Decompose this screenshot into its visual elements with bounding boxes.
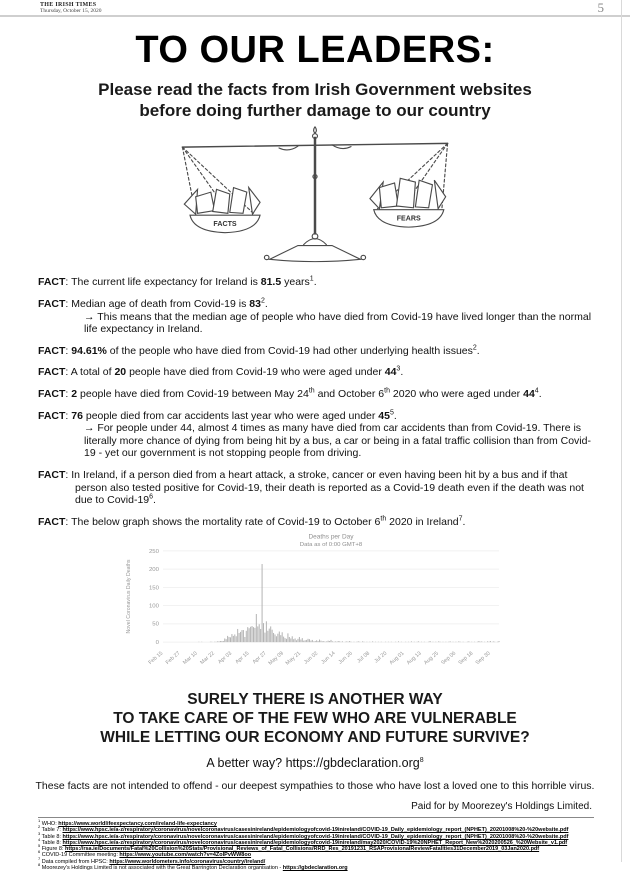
right-papers (370, 179, 446, 209)
x-tick-label: Mar 22 (199, 651, 216, 666)
y-tick-label: 50 (152, 622, 159, 628)
balance-scale-drawing (154, 125, 476, 263)
fact-list (0, 263, 630, 528)
fact-text: FACT: The current life expectancy for Ireland is 81.5 years$^1$. (38, 276, 596, 289)
paid-for-credit: Paid for by Moorezey's Holdings Limited. (0, 801, 630, 812)
fact-label: FACT (38, 516, 65, 528)
x-tick-label: Apr 27 (252, 651, 268, 666)
footnote: $^3$ Table 8: https://www.hpsc.ie/a-z/respiratory/coronavirus/novelcoronavirus/casesinireland/epidemiologyofcovid-19inireland/COVID-19_Daily_epidemiology_report_(NPHET)_20201008%20-%20website.pdf (38, 834, 602, 840)
ad-headline: TO OUR LEADERS: (0, 29, 630, 72)
x-tick-label: Aug 25 (423, 651, 440, 666)
fact-item (38, 410, 596, 460)
footnote-rule (38, 817, 594, 818)
fact-label: FACT (38, 345, 65, 357)
x-tick-label: Mar 10 (182, 651, 199, 666)
fact-subnote: → This means that the median age of people who have died from Covid-19 have lived longer than the normal life expectancy in Ireland. (38, 311, 596, 336)
footnote-url: https://www.worldometers.info/coronavirus/country/ireland/ (109, 859, 265, 865)
fact-text: FACT: The below graph shows the mortality rate of Covid-19 to October 6th 2020 in Ireland$^7$. (38, 516, 596, 529)
x-tick-label: Jul 20 (373, 651, 388, 665)
chart-subtitle: Data as of 0:00 GMT+8 (300, 543, 362, 549)
x-tick-label: Apr 15 (234, 651, 250, 666)
footnote: $^8$ Moorezey's Holdings Limited is not associated with the Great Barrington Declaration organisation - https://gbdeclaration.org (38, 865, 602, 871)
footnote: $^5$ Figure 8: https://rsa.ie/Documents/Fatal%20Collision%20Stats/Provisional_Reviews_of_Fatal_Collisions/RRD_Res_20191231_RSAProvisionalReviewFatalities31December2019_03Jan2020.pdf (38, 846, 602, 852)
fact-text: FACT: In Ireland, if a person died from a heart attack, a stroke, cancer or even having been hit by a bus and if that person also tested positive for Covid-19, their death is reported as a Covid-19 death even if the death was not due to Covid-$19^6$. (38, 469, 596, 507)
y-tick-label: 200 (149, 568, 160, 574)
footnote-number: 6 (38, 850, 40, 855)
fact-text: FACT: 76 people died from car accidents last year who were aged under $45^5$. (38, 410, 596, 423)
fact-label: FACT (38, 469, 65, 481)
newspaper-title: THE IRISH TIMES (40, 2, 102, 8)
fact-item (38, 276, 596, 289)
x-tick-label: May 21 (285, 651, 303, 667)
fact-text: FACT: A total of 20 people have died from Covid-19 who were aged under $44^3$. (38, 366, 596, 379)
subheadline-line-2: before doing further damage to our country (0, 101, 630, 122)
footnote-url: https://www.hpsc.ie/a-z/respiratory/coronavirus/novelcoronavirus/casesinireland/epidemiologyofcovid-19inireland/COVID-19_Daily_epidemiology_report_(NPHET)_20201008%20-%20website.pdf (62, 827, 568, 833)
bar-chart (119, 530, 511, 682)
footnote: $^2$ Table 7: https://www.hpsc.ie/a-z/respiratory/coronavirus/novelcoronavirus/casesinireland/epidemiologyofcovid-19inireland/COVID-19_Daily_epidemiology_report_(NPHET)_20201008%20-%20website.pdf (38, 827, 602, 833)
y-tick-label: 250 (149, 549, 160, 555)
ad-subheadline (0, 80, 630, 121)
footnote-number: 3 (38, 831, 40, 836)
fact-label: FACT (38, 298, 65, 310)
footnote-number: 1 (38, 818, 40, 823)
facts-pan-label: FACTS (213, 222, 237, 229)
footnote: $^6$ COVID-19 Committee meeting: https://www.youtube.com/watch?v=4ZolPvWW8oo (38, 852, 602, 858)
y-tick-label: 150 (149, 586, 160, 592)
fact-label: FACT (38, 366, 65, 378)
base-curl-right (361, 256, 366, 260)
fact-item (38, 298, 596, 336)
fact-item (38, 388, 596, 401)
fact-item (38, 516, 596, 529)
x-tick-label: Jun 26 (338, 651, 354, 666)
x-tick-label: Feb 27 (165, 651, 182, 666)
fact-item (38, 345, 596, 358)
fact-text: FACT: 2 people have died from Covid-19 between May 24th and October 6th 2020 who were aged under $44^4$. (38, 388, 596, 401)
y-tick-label: 100 (149, 604, 160, 610)
chart-title: Deaths per Day (308, 534, 354, 541)
footnote: $^4$ Table 8: https://www.hpsc.ie/a-z/respiratory/coronavirus/novelcoronavirus/casesinireland/epidemiologyofcovid-19inireland/may2020/COVID-19%20NPHET_Report_New%2020200526_%20Website_v1.pdf (38, 840, 602, 846)
beam-scroll-left (279, 147, 298, 151)
finial-flame (314, 127, 317, 133)
left-papers (184, 188, 260, 215)
footnote-list (0, 820, 630, 871)
appeal-line-3: WHILE LETTING OUR ECONOMY AND FUTURE SURVIVE? (0, 729, 630, 748)
appeal-line-2: TO TAKE CARE OF THE FEW WHO ARE VULNERABLE (0, 710, 630, 729)
header-rule (0, 15, 630, 17)
x-tick-label: Apr 03 (217, 651, 233, 666)
footnote-number: 2 (38, 825, 40, 830)
scales-illustration (154, 125, 476, 263)
x-tick-label: Jul 08 (356, 651, 371, 665)
masthead (40, 2, 102, 14)
footnote-url: https://rsa.ie/Documents/Fatal%20Collision%20Stats/Provisional_Reviews_of_Fatal_Collisions/RRD_Res_20191231_RSAProvisionalReviewFatalities31December2019_03Jan2020.pdf (65, 846, 539, 852)
y-tick-label: 0 (156, 640, 160, 646)
footnote-url: https://www.youtube.com/watch?v=4ZolPvWW8oo (119, 852, 251, 858)
footnote-number: 8 (38, 862, 40, 867)
footnote: $^1$ WHO: https://www.worldlifeexpectancy.com/ireland-life-expectancy (38, 821, 602, 827)
x-tick-label: Sep 30 (475, 651, 492, 666)
footnote-number: 7 (38, 856, 40, 861)
x-tick-label: Aug 01 (389, 651, 406, 666)
footnote-number: 4 (38, 837, 40, 842)
y-axis-title: Novel Coronavirus Daily Deaths (126, 560, 132, 634)
x-tick-label: Sep 18 (457, 651, 474, 666)
chart-bars (198, 564, 499, 642)
fact-label: FACT (38, 276, 65, 288)
fact-label: FACT (38, 388, 65, 400)
x-tick-label: May 09 (267, 651, 285, 667)
fact-subnote: → For people under 44, almost 4 times as many have died from car accidents than from Covid-19. There is literally more chance of dying from being hit by a bus, a car or being in a fatal traffic collision than from Covid-19 - yet our government is not stopping people from driving. (38, 422, 596, 460)
fact-item (38, 469, 596, 507)
page-number: 5 (598, 2, 605, 13)
fact-text: FACT: 94.61% of the people who have died from Covid-19 had other underlying health issues$^2$. (38, 345, 596, 358)
page-edge-rule (621, 0, 622, 862)
closing-appeal (0, 691, 630, 747)
footnote-number: 5 (38, 843, 40, 848)
x-tick-label: Jun 14 (320, 651, 336, 666)
issue-date: Thursday, October 15, 2020 (40, 8, 102, 14)
footnote-url: https://www.hpsc.ie/a-z/respiratory/coronavirus/novelcoronavirus/casesinireland/epidemiologyofcovid-19inireland/may2020/COVID-19%20NPHET_Report_New%2020200526_%20Website_v1.pdf (62, 840, 567, 846)
x-tick-label: Feb 15 (148, 651, 165, 666)
better-way-line: A better way? https://gbdeclaration.org$^8$ (0, 756, 630, 770)
footnote-url: https://gbdeclaration.org (283, 865, 348, 871)
subheadline-line-1: Please read the facts from Irish Government websites (0, 80, 630, 101)
fact-label: FACT (38, 410, 65, 422)
newspaper-header (0, 0, 630, 14)
fact-text: FACT: Median age of death from Covid-19 is $83^2$. (38, 298, 596, 311)
deaths-per-day-chart (119, 530, 511, 687)
x-tick-label: Aug 13 (406, 651, 423, 666)
sympathy-note: These facts are not intended to offend - our deepest sympathies to those who have lost a loved one to this horrible virus. (0, 780, 630, 792)
appeal-line-1: SURELY THERE IS ANOTHER WAY (0, 691, 630, 710)
footnote-url: https://www.hpsc.ie/a-z/respiratory/coronavirus/novelcoronavirus/casesinireland/epidemiologyofcovid-19inireland/COVID-19_Daily_epidemiology_report_(NPHET)_20201008%20-%20website.pdf (62, 834, 568, 840)
fears-pan-label: FEARS (397, 216, 421, 223)
footnote-url: https://www.worldlifeexpectancy.com/ireland-life-expectancy (58, 821, 217, 827)
footnote: $^7$ Data compiled from HPSC: https://www.worldometers.info/coronavirus/country/ireland/ (38, 859, 602, 865)
base-foot (270, 246, 361, 262)
fact-item (38, 366, 596, 379)
x-tick-label: Sep 06 (440, 651, 457, 666)
base-curl-left (264, 256, 269, 260)
x-tick-label: Jun 02 (303, 651, 319, 666)
